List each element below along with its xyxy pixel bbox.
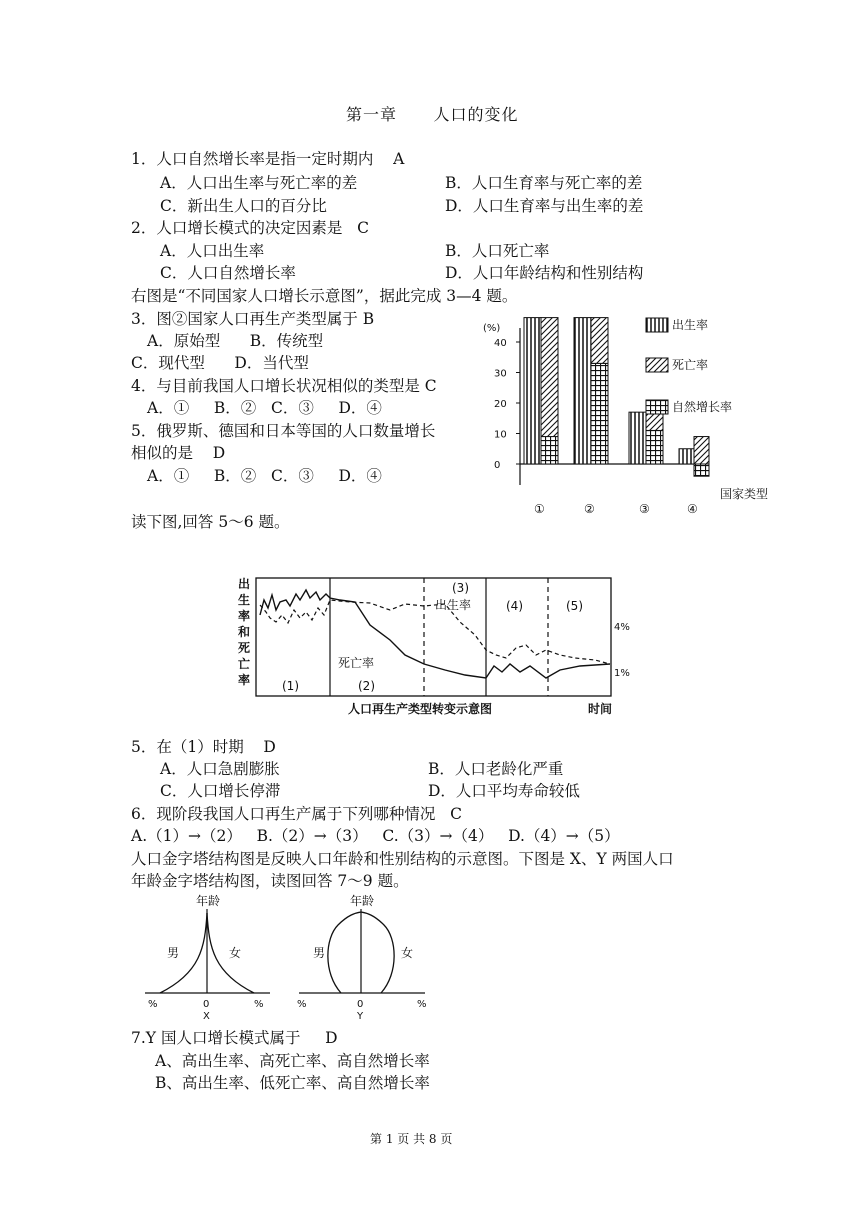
q5b-option-b: B．人口老龄化严重 [428, 760, 564, 778]
bar-natural-growth [646, 430, 663, 464]
y-tick-label: 20 [494, 399, 507, 410]
y-tick-label: 10 [494, 429, 507, 441]
pyramid-y-percent-right: % [417, 999, 427, 1010]
pyramid-intro-line1: 人口金字塔结构图是反映人口年龄和性别结构的示意图。下图是 X、Y 两国人口 [131, 850, 674, 868]
stage-label: (5) [566, 599, 583, 613]
q5a-stem-line2: 相似的是 D [131, 444, 226, 462]
pyramid-y-name: Y [357, 1011, 364, 1022]
pyramid-intro-line2: 年龄金字塔结构图，读图回答 7～9 题。 [131, 872, 409, 890]
pyramid-x-male-label: 男 [167, 946, 180, 960]
q7-stem: 7.Y 国人口增长模式属于 D [131, 1029, 338, 1047]
q5a-stem-line1: 5．俄罗斯、德国和日本等国的人口数量增长 [131, 422, 436, 440]
page-footer: 第 1 页 共 8 页 [370, 1132, 453, 1146]
bar-birth-rate [574, 318, 591, 464]
pyramid-x-zero: 0 [203, 999, 210, 1010]
q2-option-d: D．人口年龄结构和性别结构 [445, 264, 644, 282]
x-category-label: ② [584, 502, 595, 516]
y-axis-unit: (%) [483, 323, 501, 334]
page-title: 第一章 人口的变化 [346, 105, 519, 124]
q1-option-d: D．人口生育率与出生率的差 [445, 197, 644, 215]
intro-3-4: 右图是“不同国家人口增长示意图”，据此完成 3—4 题。 [131, 287, 518, 305]
y-axis-label-char: 亡 [238, 657, 251, 671]
pyramid-y-male-label: 男 [313, 946, 326, 960]
legend-label-birth: 出生率 [672, 318, 709, 332]
bar-birth-rate [629, 412, 646, 464]
q7-option-a: A、高出生率、高死亡率、高自然增长率 [155, 1052, 430, 1070]
y-axis-label-char: 率 [238, 673, 251, 687]
pyramid-x-age-label: 年龄 [196, 894, 221, 908]
legend [646, 317, 732, 414]
stage-label: (1) [282, 679, 299, 693]
q7-option-b: B、高出生率、低死亡率、高自然增长率 [155, 1074, 430, 1092]
y-axis-label-char: 死 [238, 641, 251, 655]
right-tick-4pct: 4% [614, 622, 630, 633]
q4-options: A．① B．② C．③ D．④ [147, 399, 382, 417]
bar-death-rate [694, 437, 709, 464]
q3-stem: 3．图②国家人口再生产类型属于 B [131, 310, 375, 328]
y-axis-label-char: 和 [238, 625, 251, 639]
q2-option-a: A．人口出生率 [160, 242, 265, 260]
stage-label: (2) [358, 679, 375, 693]
legend-label-death: 死亡率 [672, 358, 709, 372]
y-tick-label: 30 [494, 368, 507, 380]
bar-birth-rate [679, 449, 694, 464]
intro-5-6: 读下图,回答 5～6 题。 [131, 513, 290, 531]
y-tick-label: 0 [494, 460, 501, 471]
q2-option-b: B．人口死亡率 [445, 242, 550, 260]
birth-rate-label: 出生率 [435, 598, 472, 612]
legend-swatch-natural [646, 400, 668, 414]
death-rate-label: 死亡率 [338, 656, 375, 670]
x-axis-label: 时间 [588, 702, 613, 716]
x-category-label: ① [534, 502, 545, 516]
q2-option-c: C．人口自然增长率 [160, 264, 296, 282]
pyramid-y-female-label: 女 [401, 946, 414, 960]
y-tick-label: 40 [494, 338, 507, 349]
x-category-label: ③ [639, 502, 650, 516]
legend-swatch-birth [646, 318, 668, 332]
q1-option-c: C．新出生人口的百分比 [160, 197, 327, 215]
q6-stem: 6．现阶段我国人口再生产属于下列哪种情况 C [131, 805, 463, 823]
population-growth-bar-chart [470, 310, 790, 520]
q6-options: A.（1）→（2） B.（2）→（3） C.（3）→（4） D.（4）→（5） [131, 827, 620, 845]
q1-option-a: A．人口出生率与死亡率的差 [160, 174, 358, 192]
q3-options-ab: A．原始型 B．传统型 [147, 332, 324, 350]
pyramid-y-zero: 0 [357, 999, 364, 1010]
x-axis-title: 国家类型 [720, 487, 769, 501]
q5a-options: A．① B．② C．③ D．④ [147, 467, 382, 485]
y-axis-label-char: 生 [238, 593, 251, 607]
pyramid-x-female-label: 女 [229, 946, 242, 960]
stage-label: (4) [506, 599, 523, 613]
demographic-transition-chart [230, 560, 630, 730]
q1-option-b: B．人口生育率与死亡率的差 [445, 174, 643, 192]
legend-swatch-death [646, 358, 668, 372]
right-tick-1pct: 1% [614, 668, 630, 679]
pyramid-y-percent-left: % [297, 999, 307, 1010]
pyramid-x-percent-right: % [254, 999, 264, 1010]
q5b-option-d: D．人口平均寿命较低 [428, 782, 580, 800]
bar-death-rate [541, 318, 558, 437]
legend-label-natural: 自然增长率 [672, 400, 733, 414]
q1-stem: 1．人口自然增长率是指一定时期内 A [131, 150, 405, 168]
q5b-option-a: A．人口急剧膨胀 [160, 760, 280, 778]
bar-birth-rate [524, 318, 541, 464]
y-axis-label-char: 率 [238, 609, 251, 623]
q2-stem: 2．人口增长模式的决定因素是 C [131, 219, 370, 237]
chart-caption: 人口再生产类型转变示意图 [348, 702, 493, 716]
y-axis-label-char: 出 [238, 577, 251, 591]
bar-death-rate [591, 318, 608, 364]
age-pyramid-y [293, 893, 443, 1023]
bar-natural-growth [591, 363, 608, 464]
bar-natural-growth [541, 437, 558, 464]
pyramid-x-name: X [203, 1011, 210, 1022]
pyramid-y-age-label: 年龄 [350, 894, 375, 908]
x-category-label: ④ [687, 502, 698, 516]
q5b-option-c: C．人口增长停滞 [160, 782, 281, 800]
q3-options-cd: C．现代型 D．当代型 [131, 354, 309, 372]
bar-natural-growth [694, 464, 709, 476]
bar-death-rate [646, 412, 663, 430]
q5b-stem: 5．在（1）时期 D [131, 738, 276, 756]
age-pyramid-x [140, 893, 290, 1023]
stage-label: (3) [452, 581, 469, 595]
pyramid-x-percent-left: % [148, 999, 158, 1010]
q4-stem: 4．与目前我国人口增长状况相似的类型是 C [131, 377, 437, 395]
